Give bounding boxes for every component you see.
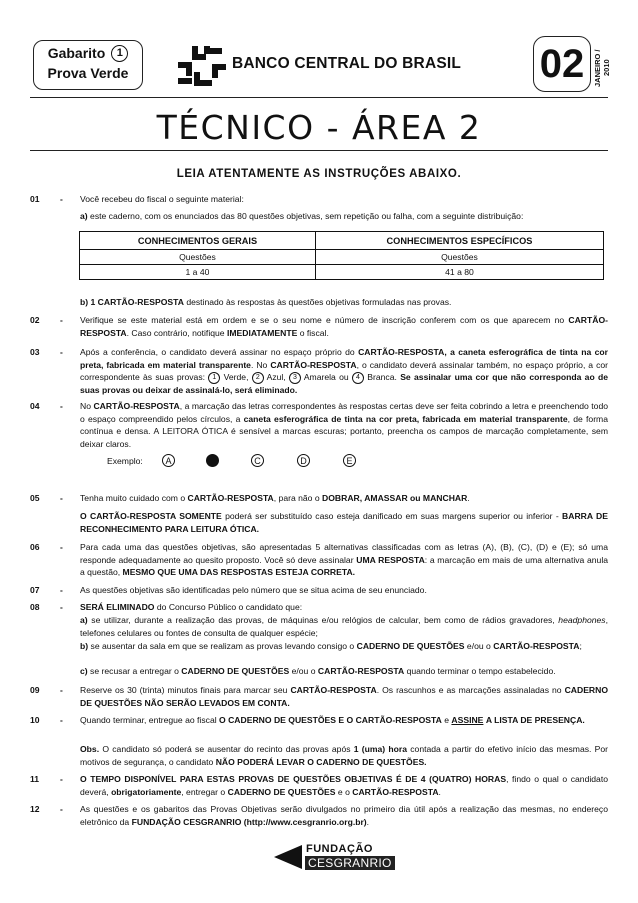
table-cell: Questões	[315, 250, 603, 265]
bubble-a: A	[162, 454, 175, 467]
title-rule	[30, 150, 608, 151]
item-number: 01	[30, 194, 40, 204]
exam-number: 02	[533, 36, 591, 92]
item-07: 07 - As questões objetivas são identificadas pelo número que se situa acima de seu enunciado.	[30, 585, 427, 595]
banco-central-logo-icon	[174, 44, 230, 88]
bank-name: BANCO CENTRAL DO BRASIL	[232, 55, 462, 72]
instructions-heading: LEIA ATENTAMENTE AS INSTRUÇÕES ABAIXO.	[176, 168, 462, 180]
top-rule	[30, 97, 608, 98]
bubble-b-filled	[206, 454, 219, 467]
cesgranrio-logo	[270, 841, 392, 871]
bubble-d: D	[297, 454, 310, 467]
item-05: 05 - Tenha muito cuidado com o CARTÃO-RESPOSTA, para não o DOBRAR, AMASSAR ou MANCHAR.	[30, 493, 470, 503]
item-08: 08 - SERÁ ELIMINADO do Concurso Público o candidato que:	[30, 602, 303, 612]
item-09: 09 - Reserve os 30 (trinta) minutos finais para marcar seu CARTÃO-RESPOSTA. Os rascunhos e as marcações assinaladas no CADERNO DE QUESTÕES NÃO SERÃO LEVADOS EM CONTA.	[30, 685, 609, 708]
item-08-b: b) se ausentar da sala em que se realizam as provas levando consigo o CADERNO DE QUESTÕES e/ou o CARTÃO-RESPOSTA;	[80, 641, 582, 651]
page-title: TÉCNICO - ÁREA 2	[156, 108, 482, 147]
table-header-especificos: CONHECIMENTOS ESPECÍFICOS	[315, 232, 603, 250]
table-cell: 41 a 80	[315, 265, 603, 280]
item-10-obs: Obs. O candidato só poderá se ausentar do recinto das provas após 1 (uma) hora contada a partir do efetivo início das mesmas. Por motivos de segurança, o candidato NÃO PODERÁ LEVAR O CADERNO DE QUESTÕES.	[80, 744, 609, 767]
item-01-b: b) 1 CARTÃO-RESPOSTA destinado às respostas às questões objetivas formuladas nas provas.	[80, 297, 452, 307]
gabarito-row	[40, 43, 136, 63]
date-label: JANEIRO / 2010	[593, 49, 611, 87]
item-06: 06 - Para cada uma das questões objetivas, são apresentadas 5 alternativas classificadas com as letras (A), (B), (C), (D) e (E); só uma responde adequadamente ao quesito proposto. Você só deve assinalar UMA RESPOSTA: a marcação em mais de uma alternativa anula a questão, MESMO QUE UMA DAS RESPOSTAS ESTEJA CORRETA.	[30, 542, 609, 578]
bubble-e: E	[343, 454, 356, 467]
gabarito-box	[33, 40, 143, 90]
item-01: 01 - Você recebeu do fiscal o seguinte material:	[30, 193, 608, 206]
cesgranrio-logo-icon	[272, 843, 304, 871]
gabarito-label: Gabarito	[47, 45, 106, 61]
questions-table	[79, 231, 604, 280]
item-02: 02 - Verifique se este material está em ordem e se o seu nome e número de inscrição conferem com os que aparecem no CARTÃO-RESPOSTA. Caso contrário, notifique IMEDIATAMENTE o fiscal.	[30, 315, 608, 338]
item-11: 11 - O TEMPO DISPONÍVEL PARA ESTAS PROVAS DE QUESTÕES OBJETIVAS É DE 4 (QUATRO) HORAS, findo o qual o candidato deverá, obrigatoriamente, entregar o CADERNO DE QUESTÕES e o CARTÃO-RESPOSTA.	[30, 774, 608, 797]
item-04: 04 - No CARTÃO-RESPOSTA, a marcação das letras correspondentes às respostas certas deve ser feita cobrindo a letra e preenchendo todo o espaço compreendido pelos círculos, a caneta esferográfica de tinta na cor preta, fabricada em material transparente, de forma contínua e densa. A LEITORA ÓTICA é sensível a marcas escuras; portanto, preencha os campos de marcação completamente, sem deixar claros.	[30, 401, 608, 449]
table-cell: 1 a 40	[80, 265, 316, 280]
item-05-p2: O CARTÃO-RESPOSTA SOMENTE poderá ser substituído caso esteja danificado em suas margens superior ou inferior - BARRA DE RECONHECIMENTO PARA LEITURA ÓTICA.	[80, 511, 608, 534]
prova-label: Prova Verde	[47, 65, 129, 81]
gabarito-number: 1	[111, 45, 128, 62]
item-text: Você recebeu do fiscal o seguinte material:	[80, 194, 244, 204]
example-label: Exemplo:	[107, 456, 143, 466]
item-10: 10 - Quando terminar, entregue ao fiscal O CADERNO DE QUESTÕES E O CARTÃO-RESPOSTA e ASSINE A LISTA DE PRESENÇA.	[30, 715, 585, 725]
footer-line1: FUNDAÇÃO	[306, 843, 373, 855]
item-01-a: a) este caderno, com os enunciados das 80 questões objetivas, sem repetição ou falha, com a seguinte distribuição:	[80, 211, 524, 221]
footer-line2: CESGRANRIO	[305, 856, 395, 870]
item-03: 03 - Após a conferência, o candidato deverá assinar no espaço próprio do CARTÃO-RESPOSTA, a caneta esferográfica de tinta na cor preta, fabricada em material transparente. No CARTÃO-RESPOSTA, o candidato deverá assinalar também, no espaço próprio, a cor correspondente às suas provas: 1 Verde, 2 Azul, 3 Amarela ou 4 Branca. Se assinalar uma cor que não corresponda ao de suas provas ou deixar de assinalá-lo, será eliminado.	[30, 347, 609, 395]
bubble-c: C	[251, 454, 264, 467]
item-12: 12 - As questões e os gabaritos das Provas Objetivas serão divulgados no primeiro dia útil após a realização das mesmas, no endereço eletrônico da FUNDAÇÃO CESGRANRIO (http://www.cesgranrio.org.br).	[30, 804, 608, 827]
item-08-a: a) se utilizar, durante a realização das provas, de máquinas e/ou relógios de calcular, bem como de rádios gravadores, headphones, telefones celulares ou fontes de consulta de qualquer espécie;	[80, 615, 608, 638]
table-cell: Questões	[80, 250, 316, 265]
table-header-gerais: CONHECIMENTOS GERAIS	[80, 232, 316, 250]
item-08-c: c) se recusar a entregar o CADERNO DE QUESTÕES e/ou o CARTÃO-RESPOSTA quando terminar o tempo estabelecido.	[80, 666, 556, 676]
